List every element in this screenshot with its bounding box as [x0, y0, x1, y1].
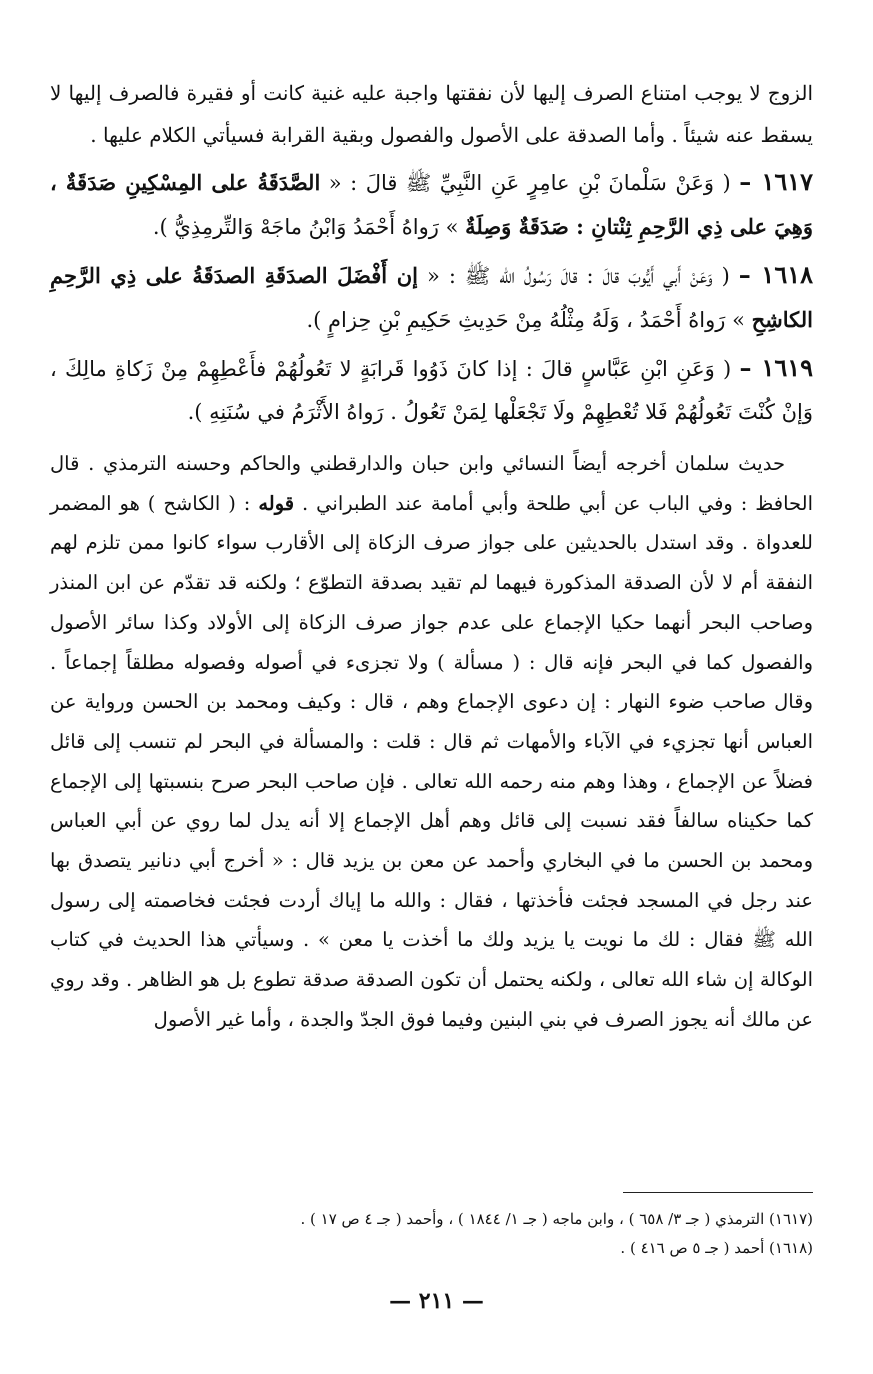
page-number: — ٢١١ — [389, 1288, 484, 1314]
hadith-source: » رَواهُ أَحْمَدُ ، وَلَهُ مِثْلُهُ مِنْ حَدِيثِ حَكِيمِ بْنِ حِزامٍ ). [306, 308, 745, 332]
hadith-number: ١٦١٩ – [739, 353, 813, 382]
footnotes [50, 1205, 813, 1263]
hadith-intro: ( وَعَنْ أَبي أَيُّوبَ قالَ : قالَ رَسُولُ الله ﷺ : « [427, 264, 730, 288]
hadith-1617 [50, 160, 813, 249]
commentary [50, 444, 813, 1040]
hadith-1619 [50, 346, 813, 434]
hadith-intro: ( وَعَنْ سَلْمانَ بْنِ عامِرٍ عَنِ النَّبِيِّ ﷺ قالَ : « [328, 171, 731, 195]
commentary-text: : ( الكاشح ) هو المضمر للعدواة . وقد استدل بالحديثين على جواز صرف الزكاة إلى الأقارب سواء كانوا ممن تلزم لهم النفقة أم لا لأن الصدقة المذكورة فيهما لم تقيد بصدقة التطوّع ؛ ولكنه قد تقدّم عن ابن المنذر وصاحب البحر أنهما حكيا الإجماع على عدم جواز صرف الزكاة إلى الأولاد وكذا سائر الأصول والفصول كما في البحر فإنه قال : ( مسألة ) ولا تجزىء في أصوله وفصوله مطلقاً إجماعاً . وقال صاحب ضوء النهار : إن دعوى الإجماع وهم ، قال : وكيف ومحمد بن الحسن ورواية عن العباس أنها تجزيء في الآباء والأمهات ثم قال : قلت : والمسألة في البحر لم تنسب إلى قائل فضلاً عن الإجماع ، وهذا وهم منه رحمه الله تعالى . فإن صاحب البحر صرح بنسبتها إلى الإجماع كما حكيناه سالفاً فقد نسبت إلى قائل وهم أهل الإجماع إلا أنه يدل لما روي عن أبي العباس ومحمد بن الحسن ما في البخاري وأحمد عن معن بن يزيد قال : « أخرج أبي دنانير يتصدق بها عند رجل في المسجد فجئت فأخذتها ، فقال : والله ما إياك أردت فجئت فخاصمته إلى رسول الله ﷺ فقال : لك ما نويت يا يزيد ولك ما أخذت يا معن » . وسيأتي هذا الحديث في كتاب الوكالة إن شاء الله تعالى ، ولكنه يحتمل أن تكون الصدقة صدقة تطوع بل هو الظاهر . وقد روي عن مالك أنه يجوز الصرف في بني البنين وفيما فوق الجدّ والجدة ، وأما غير الأصول [50, 491, 813, 1031]
commentary-paragraph [50, 444, 813, 1040]
intro-paragraph [50, 72, 813, 156]
hadith-source: » رَواهُ أَحْمَدُ وَابْنُ ماجَهْ وَالتِّرمِذِيُّ ). [152, 215, 459, 239]
hadith-text: ( وَعَنِ ابْنِ عَبَّاسٍ قالَ : إذا كانَ ذَوُوا قَرابَةٍ لا تَعُولُهُمْ فأَعْطِهِمْ مِنْ زَكاةِ مالِكَ ، وَإنْ كُنْتَ تَعُولُهُمْ فَلا تُعْطِهِمْ ولَا تَجْعَلْها لِمَنْ تَعُولُ . رَواهُ الأَثْرَمُ في سُنَنِهِ ). [50, 357, 813, 424]
hadith-number: ١٦١٧ – [739, 167, 813, 196]
hadith-list [50, 160, 813, 434]
hadith-matn: الصَّدَقَةُ على المِسْكِينِ صَدَقَةٌ ، وَهِيَ على ذِي الرَّحِمِ ثِنْتانِ : صَدَقَةٌ وَصِلَةٌ [50, 170, 813, 239]
footnote-separator [623, 1192, 813, 1193]
footnote-1618: (١٦١٨) أحمد ( جـ ٥ ص ٤١٦ ) . [620, 1239, 813, 1257]
footnote-1617: (١٦١٧) الترمذي ( جـ ٣/ ٦٥٨ ) ، وابن ماجه ( جـ ١/ ١٨٤٤ ) ، وأحمد ( جـ ٤ ص ١٧ ) . [300, 1210, 813, 1228]
commentary-keyword: قوله [258, 491, 295, 515]
commentary-text: حديث سلمان أخرجه أيضاً النسائي وابن حبان والدارقطني والحاكم وحسنه الترمذي . قال الحافظ : وفي الباب عن أبي طلحة وأبي أمامة عند الطبراني . [50, 452, 813, 515]
intro-text: الزوج لا يوجب امتناع الصرف إليها لأن نفقتها واجبة عليه غنية كانت أو فقيرة فالصرف إليها لا يسقط عنه شيئاً . وأما الصدقة على الأصول والفصول وبقية القرابة فسيأتي الكلام عليها . [50, 81, 813, 147]
hadith-number: ١٦١٨ – [738, 260, 813, 289]
hadith-1618 [50, 253, 813, 342]
hadith-matn: إن أَفْضَلَ الصدَقَةِ الصدَقَةُ على ذِي الرَّحِمِ الكاشِحِ [50, 263, 813, 332]
